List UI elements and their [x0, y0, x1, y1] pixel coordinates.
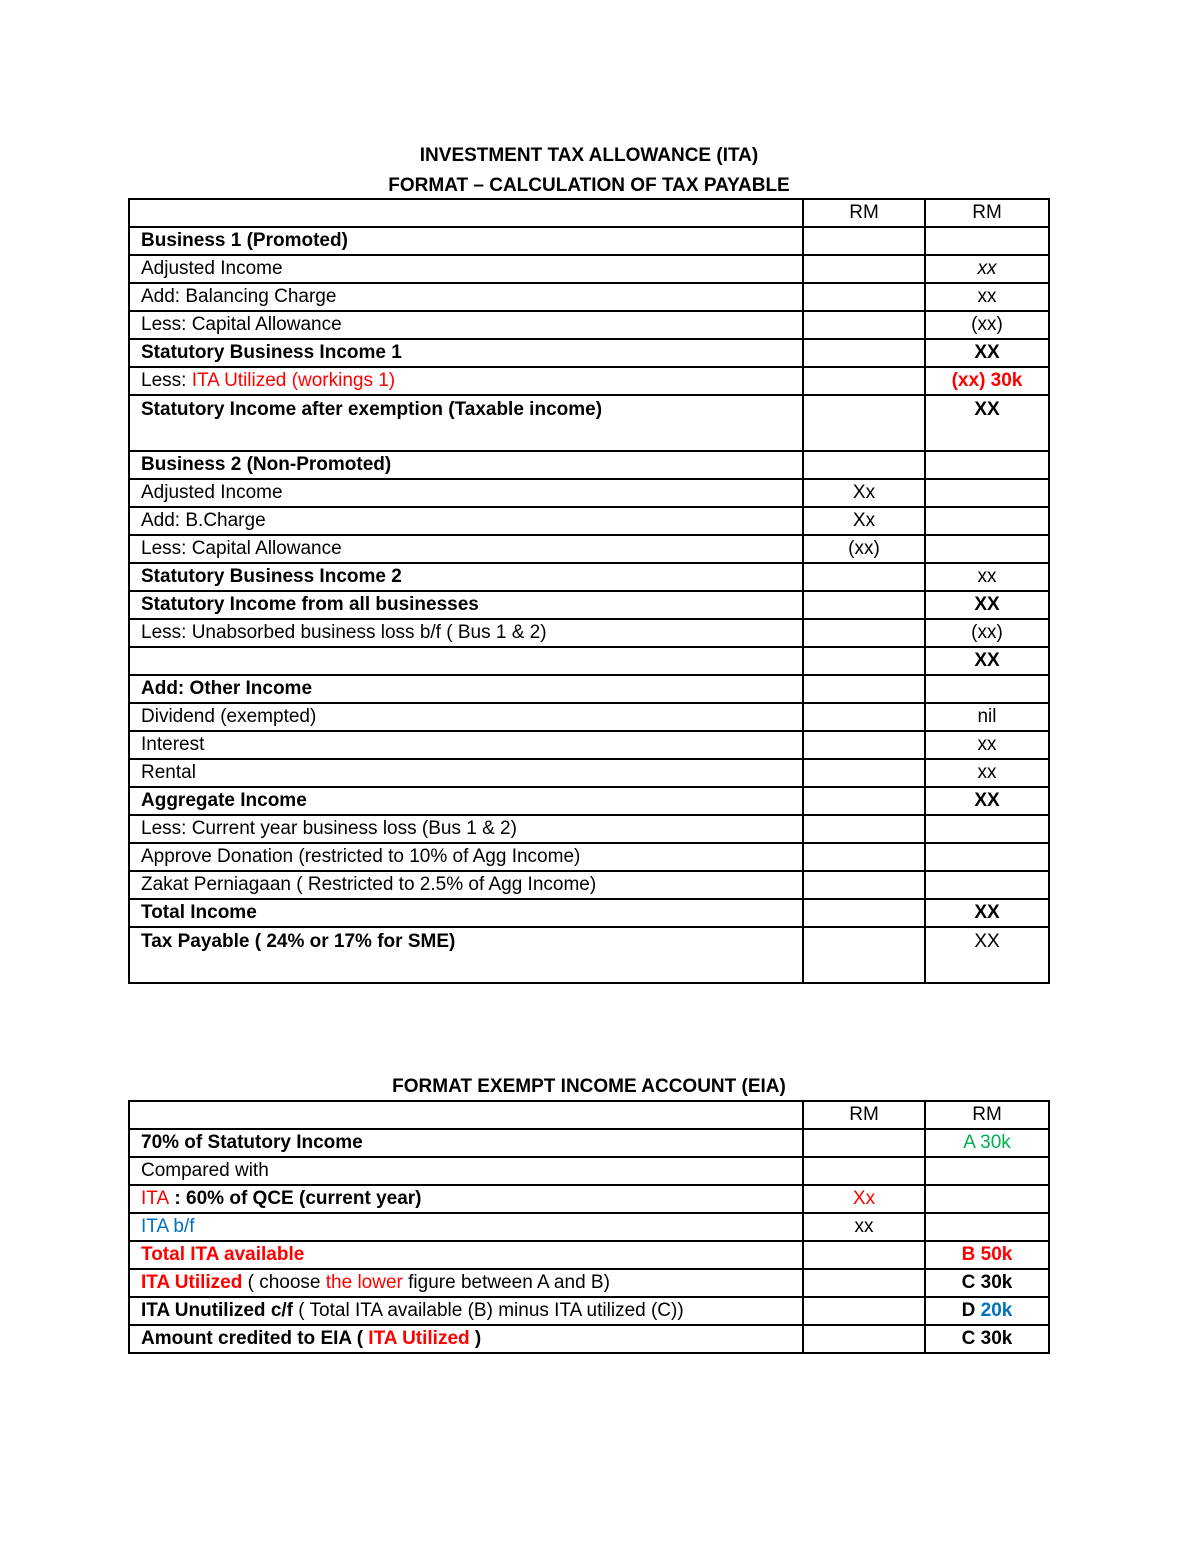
table-row: [129, 311, 1049, 339]
amount-cell: [803, 731, 925, 759]
table-row: [129, 507, 1049, 535]
row-label: [129, 1185, 803, 1213]
row-label: [129, 1269, 803, 1297]
row-label: Less: Current year business loss (Bus 1 & 2): [129, 815, 803, 843]
row-label-part: ( Total ITA available (B) minus ITA utilized (C)): [293, 1300, 684, 1321]
table-row: [129, 395, 1049, 451]
amount-cell: [803, 255, 925, 283]
header-cell: [129, 199, 803, 227]
row-label: Approve Donation (restricted to 10% of Agg Income): [129, 843, 803, 871]
amount-cell: (xx): [925, 619, 1049, 647]
amount-cell: [925, 227, 1049, 255]
row-label-part: ( choose: [242, 1272, 326, 1293]
table-row: [129, 731, 1049, 759]
table-row: [129, 843, 1049, 871]
amount-cell: [803, 591, 925, 619]
exempt-income-account-table: [128, 1100, 1050, 1354]
amount-cell: xx: [925, 731, 1049, 759]
table-row: [129, 619, 1049, 647]
header-cell-rm: RM: [803, 1101, 925, 1129]
row-label: Rental: [129, 759, 803, 787]
table-row: [129, 1241, 1049, 1269]
header-cell-rm: RM: [925, 199, 1049, 227]
table-row: [129, 339, 1049, 367]
amount-cell: [925, 1297, 1049, 1325]
table-row: [129, 899, 1049, 927]
amount-prefix: D: [961, 1300, 981, 1321]
row-label: Tax Payable ( 24% or 17% for SME): [129, 927, 803, 983]
amount-cell: nil: [925, 703, 1049, 731]
row-label: Statutory Business Income 2: [129, 563, 803, 591]
row-label: Statutory Income after exemption (Taxable income): [129, 395, 803, 451]
amount-cell: [803, 899, 925, 927]
row-label: Less: Capital Allowance: [129, 311, 803, 339]
amount-cell: [925, 815, 1049, 843]
amount-cell: [803, 283, 925, 311]
row-label: Statutory Income from all businesses: [129, 591, 803, 619]
amount-cell: XX: [925, 647, 1049, 675]
amount-cell: [803, 787, 925, 815]
table-row: [129, 451, 1049, 479]
amount-cell: [925, 1157, 1049, 1185]
amount-cell: [925, 507, 1049, 535]
row-label-highlight: ITA Utilized (workings 1): [191, 370, 396, 391]
row-label: [129, 647, 803, 675]
amount-cell: [803, 367, 925, 395]
amount-cell: xx: [925, 759, 1049, 787]
table-row: [129, 871, 1049, 899]
amount-cell: XX: [925, 927, 1049, 983]
table-row: [129, 591, 1049, 619]
amount-cell: [803, 871, 925, 899]
amount-cell: [803, 815, 925, 843]
table-row: [129, 227, 1049, 255]
amount-cell: [803, 451, 925, 479]
amount-cell: (xx) 30k: [925, 367, 1049, 395]
amount-cell: [803, 703, 925, 731]
row-label: [129, 367, 803, 395]
table-row: [129, 1185, 1049, 1213]
amount-cell: XX: [925, 395, 1049, 451]
row-label: Less: Capital Allowance: [129, 535, 803, 563]
amount-cell: [925, 871, 1049, 899]
amount-cell: Xx: [803, 507, 925, 535]
row-label: [129, 1325, 803, 1353]
row-label: Aggregate Income: [129, 787, 803, 815]
row-label-part: ITA Unutilized c/f: [141, 1300, 293, 1321]
amount-cell: [803, 759, 925, 787]
amount-cell: xx: [803, 1213, 925, 1241]
amount-cell: [803, 927, 925, 983]
amount-cell: [925, 451, 1049, 479]
row-label-part: ITA Utilized: [141, 1272, 243, 1293]
amount-cell: B 50k: [925, 1241, 1049, 1269]
amount-cell: xx: [925, 283, 1049, 311]
row-label: Compared with: [129, 1157, 803, 1185]
header-cell: [129, 1101, 803, 1129]
row-label: Adjusted Income: [129, 479, 803, 507]
amount-cell: [803, 1269, 925, 1297]
amount-cell: [803, 675, 925, 703]
table-row: [129, 1297, 1049, 1325]
table-row: [129, 535, 1049, 563]
amount-cell: [803, 619, 925, 647]
header-cell-rm: RM: [925, 1101, 1049, 1129]
amount-cell: Xx: [803, 1185, 925, 1213]
amount-cell: [925, 675, 1049, 703]
amount-cell: [803, 563, 925, 591]
row-label-prefix: Less:: [141, 370, 192, 391]
section-label: Add: Other Income: [129, 675, 803, 703]
table-header-row: [129, 1101, 1049, 1129]
table-header-row: [129, 199, 1049, 227]
amount-cell: [803, 311, 925, 339]
amount-cell: [925, 479, 1049, 507]
table-row: [129, 675, 1049, 703]
row-label: 70% of Statutory Income: [129, 1129, 803, 1157]
row-label: [129, 1297, 803, 1325]
row-label-part: Amount credited to EIA (: [141, 1328, 369, 1349]
amount-cell: [803, 395, 925, 451]
row-label: Add: Balancing Charge: [129, 283, 803, 311]
section-label: Business 1 (Promoted): [129, 227, 803, 255]
row-label: Zakat Perniagaan ( Restricted to 2.5% of Agg Income): [129, 871, 803, 899]
amount-cell: xx: [925, 255, 1049, 283]
header-cell-rm: RM: [803, 199, 925, 227]
table-row: [129, 255, 1049, 283]
amount-cell: C 30k: [925, 1325, 1049, 1353]
row-label: Dividend (exempted): [129, 703, 803, 731]
row-label: Less: Unabsorbed business loss b/f ( Bus 1 & 2): [129, 619, 803, 647]
row-label-highlight: ITA: [141, 1188, 170, 1209]
table-row: [129, 563, 1049, 591]
amount-cell: [803, 227, 925, 255]
section-title-eia: FORMAT EXEMPT INCOME ACCOUNT (EIA): [392, 1076, 786, 1097]
row-label: Statutory Business Income 1: [129, 339, 803, 367]
amount-cell: [803, 1297, 925, 1325]
amount-cell: [803, 339, 925, 367]
amount-cell: (xx): [925, 311, 1049, 339]
section-label: Business 2 (Non-Promoted): [129, 451, 803, 479]
row-label: Total Income: [129, 899, 803, 927]
table-row: [129, 367, 1049, 395]
row-label: Interest: [129, 731, 803, 759]
row-label-part: ITA Utilized: [368, 1328, 470, 1349]
row-label: Add: B.Charge: [129, 507, 803, 535]
tax-payable-table: [128, 198, 1050, 984]
row-label-rest: : 60% of QCE (current year): [169, 1188, 422, 1209]
amount-cell: XX: [925, 787, 1049, 815]
amount-cell: [803, 1129, 925, 1157]
table-row: [129, 1269, 1049, 1297]
amount-cell: [803, 843, 925, 871]
page-subtitle: FORMAT – CALCULATION OF TAX PAYABLE: [388, 175, 790, 196]
table-row: [129, 479, 1049, 507]
row-label: Total ITA available: [129, 1241, 803, 1269]
amount-value: 20k: [980, 1300, 1013, 1321]
amount-cell: C 30k: [925, 1269, 1049, 1297]
table-row: [129, 1157, 1049, 1185]
table-row: [129, 815, 1049, 843]
amount-cell: [803, 1157, 925, 1185]
row-label-part: the lower: [325, 1272, 403, 1293]
table-row: [129, 1213, 1049, 1241]
table-row: [129, 283, 1049, 311]
amount-cell: XX: [925, 899, 1049, 927]
amount-cell: [925, 535, 1049, 563]
table-row: [129, 787, 1049, 815]
page-title: INVESTMENT TAX ALLOWANCE (ITA): [419, 145, 759, 166]
amount-cell: [803, 1325, 925, 1353]
table-row: [129, 927, 1049, 983]
table-row: [129, 647, 1049, 675]
amount-cell: [925, 843, 1049, 871]
amount-cell: [925, 1185, 1049, 1213]
amount-cell: [925, 1213, 1049, 1241]
table-row: [129, 1325, 1049, 1353]
amount-cell: Xx: [803, 479, 925, 507]
amount-cell: (xx): [803, 535, 925, 563]
amount-cell: XX: [925, 591, 1049, 619]
amount-cell: A 30k: [925, 1129, 1049, 1157]
amount-cell: [803, 1241, 925, 1269]
row-label-part: ): [469, 1328, 482, 1349]
amount-cell: XX: [925, 339, 1049, 367]
row-label: ITA b/f: [129, 1213, 803, 1241]
table-row: [129, 703, 1049, 731]
amount-cell: [803, 647, 925, 675]
table-row: [129, 1129, 1049, 1157]
table-row: [129, 759, 1049, 787]
row-label-part: figure between A and B): [402, 1272, 610, 1293]
row-label: Adjusted Income: [129, 255, 803, 283]
amount-cell: xx: [925, 563, 1049, 591]
